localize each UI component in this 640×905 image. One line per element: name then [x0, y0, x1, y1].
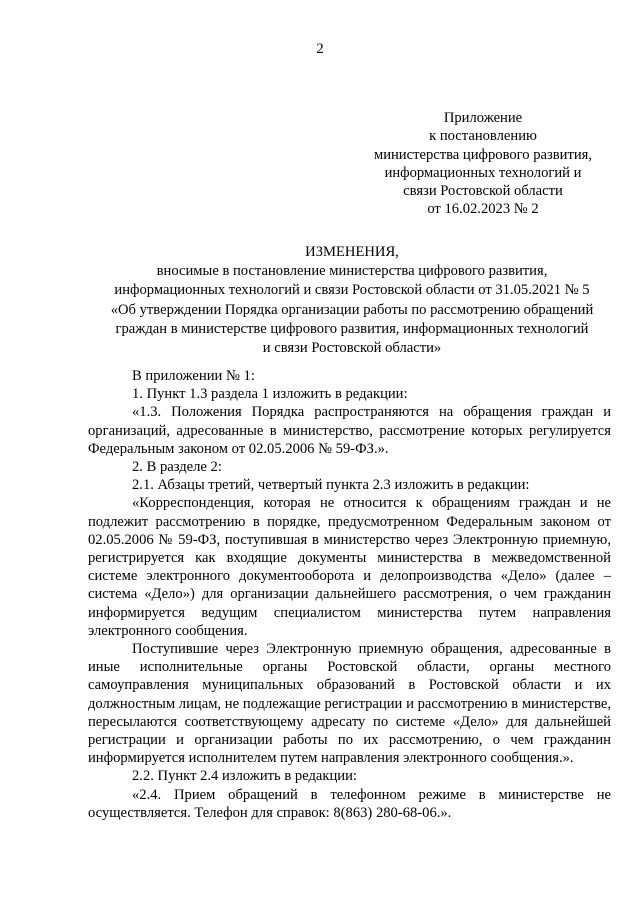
heading-subtitle-line: граждан в министерстве цифрового развития, информационных технологий [115, 320, 589, 337]
body-paragraph: «1.3. Положения Порядка распространяются на обращения граждан и организаций, адресованные в министерство, рассмотрение которых регулируется Федеральным законом от 02.05.2006 № 59-ФЗ.». [88, 404, 611, 457]
heading-title: ИЗМЕНЕНИЯ, [305, 244, 399, 260]
document-body [88, 367, 611, 822]
appendix-line: министерства цифрового развития, [373, 146, 593, 163]
body-paragraph: 2. В разделе 2: [132, 459, 222, 476]
appendix-line: от 16.02.2023 № 2 [427, 201, 539, 218]
heading-subtitle-line: «Об утверждении Порядка организации работы по рассмотрению обращений [110, 301, 594, 318]
body-paragraph: 2.2. Пункт 2.4 изложить в редакции: [132, 768, 357, 785]
body-paragraph: Поступившие через Электронную приемную обращения, адресованные в иные исполнительные органы Ростовской области, органы местного самоуправления муниципальных образований в Ростовской области и их должностным лицам, не подлежащие регистрации и рассмотрению в министерстве, пересылаются соответствующему адресату по системе «Дело» для дальнейшей регистрации и организации работы по их рассмотрению, о чем гражданин информируется исполнителем путем направления электронного сообщения.». [88, 641, 611, 767]
appendix-line: к постановлению [429, 128, 537, 145]
page-number: 2 [316, 41, 324, 57]
body-paragraph: «2.4. Прием обращений в телефонном режиме в министерстве не осуществляется. Телефон для справок: 8(863) 280-68-06.». [88, 786, 611, 821]
body-paragraph: 2.1. Абзацы третий, четвертый пункта 2.3 изложить в редакции: [132, 477, 530, 494]
heading-subtitle-line: и связи Ростовской области» [262, 340, 442, 357]
document-heading [88, 243, 616, 358]
appendix-line: связи Ростовской области [403, 183, 563, 200]
appendix-block [358, 109, 608, 219]
body-paragraph: «Корреспонденция, которая не относится к обращениям граждан и не подлежит рассмотрению в порядке, предусмотренном Федеральным законом от 02.05.2006 № 59-ФЗ, поступившая в министерство через Электронную приемную, регистрируется как входящие документы министерства в межведомственной системе электронного документооборота и делопроизводства «Дело» (далее – система «Дело») для организации дальнейшего рассмотрения, о чем гражданин информируется ведущим специалистом министерства путем направления электронного сообщения. [88, 495, 611, 639]
body-paragraph: 1. Пункт 1.3 раздела 1 изложить в редакции: [132, 386, 408, 403]
appendix-line: информационных технологий и [384, 164, 582, 181]
heading-subtitle-line: вносимые в постановление министерства цифрового развития, [156, 263, 548, 280]
heading-subtitle-line: информационных технологий и связи Ростовской области от 31.05.2021 № 5 [114, 282, 590, 299]
body-paragraph: В приложении № 1: [132, 368, 255, 384]
appendix-line: Приложение [443, 110, 523, 126]
